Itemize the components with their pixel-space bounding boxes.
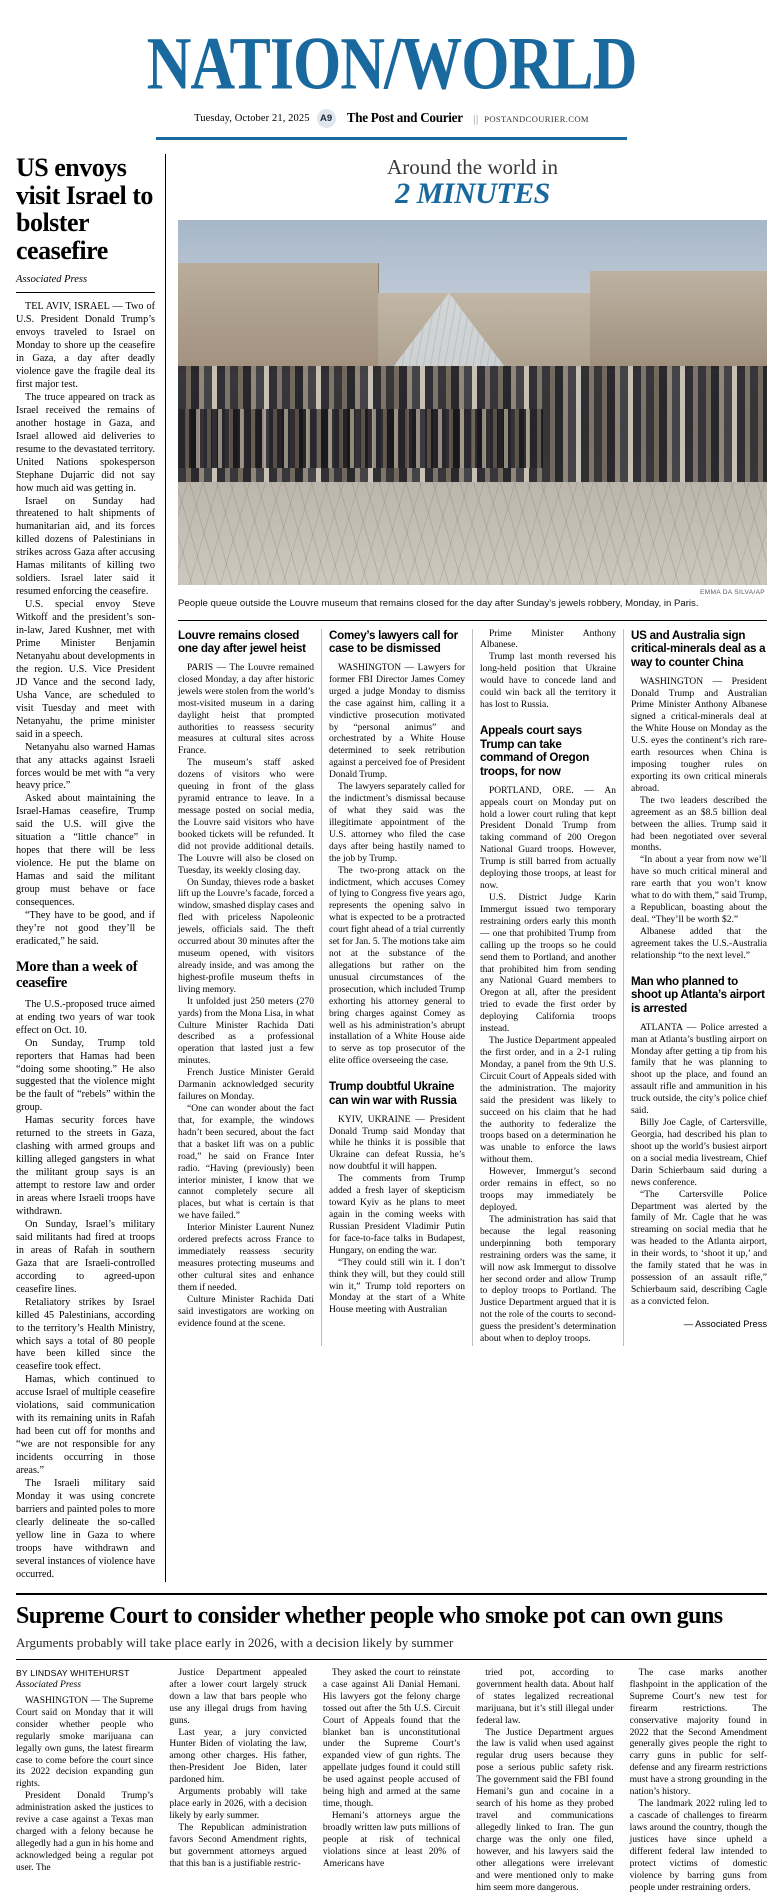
paragraph: “They could still win it. I don’t think they will, but they could still win it,” Trump told reporters on Monday at the start of a White House meeting with Australian: [329, 1257, 465, 1316]
louvre-photo-wrapper: [178, 220, 767, 596]
bottom-story-deck: Arguments probably will take place early in 2026, with a decision likely by summer: [16, 1635, 454, 1651]
paragraph: Hamas security forces have returned to the streets in Gaza, clashing with armed groups and killing alleged gangsters in what the militant group says is an attempt to restore law and order in areas where Israeli troops have withdrawn.: [16, 1115, 155, 1217]
paragraph: The Republican administration favors Second Amendment rights, but government attorneys argued that this ban is a justifiable restric-: [169, 1822, 307, 1869]
brief-headline-comey: Comey’s lawyers call for case to be dismissed: [329, 628, 458, 656]
brief-body-ukraine: [329, 1115, 465, 1318]
bottom-story-byline: BY LINDSAY WHITEHURST: [16, 1667, 130, 1678]
bottom-body-1: [16, 1696, 153, 1875]
brief-headline-ukraine: Trump doubtful Ukraine can win war with Russia: [329, 1080, 457, 1107]
paper-name: The Post and Courier: [346, 110, 463, 126]
brief-headline-louvre: Louvre remains closed one day after jewel heist: [178, 628, 306, 656]
paragraph: They asked the court to reinstate a case against Ali Danial Hemani. His lawyers got the felony charge tossed out after the 5th U.S. Circuit Court of Appeals found that the blanket ban is unconstitutional under the Supreme Court’s expanded view of gun rights. The appellate judges found it could still be used against people accused of being high and armed at the same time, though.: [322, 1667, 461, 1810]
paragraph: The administration has said that because the legal reasoning underpinning both temporary restraining orders was the same, it will now ask Immergut to dissolve her second order and allow Trump to deploy troops to Portland. The Justice Department argued that it is not the role of the courts to second-guess the president’s determination about when to deploy troops.: [480, 1214, 616, 1345]
masthead-rule: [156, 137, 627, 140]
masthead-subline: [16, 109, 767, 128]
lead-story-body-2: [16, 999, 155, 1582]
paragraph: However, Immergut’s second order remains in effect, so no troops may immediately be deployed.: [480, 1167, 616, 1213]
paragraph: The museum’s staff asked dozens of visitors who were queuing in front of the glass pyramid entrance to leave. In a message posted on social media, the Louvre said visitors who have booked tickets will be refunded. It did not provide additional details. The Louvre will also be closed on Tuesday, its weekly closing day.: [178, 758, 314, 876]
masthead: [16, 0, 767, 140]
page-number-badge: A9: [317, 109, 336, 128]
bottom-column-4: [468, 1668, 621, 1894]
photo-credit: EMMA DA SILVA/AP: [699, 588, 765, 596]
paragraph: Netanyahu also warned Hamas that any attacks against Israeli forces would be met with “a very heavy price.”: [16, 741, 155, 792]
paragraph: The lawyers separately called for the indictment’s dismissal because of what they said was the illegitimate appointment of the U.S. attorney who filed the case days after being hastily named to the job by Trump.: [329, 782, 465, 864]
masthead-separator: | |: [473, 112, 478, 125]
around-the-world-section: [166, 154, 767, 1582]
briefs-grid: [178, 620, 767, 1346]
publication-date: Tuesday, October 21, 2025: [194, 113, 310, 125]
paragraph: The two-prong attack on the indictment, which accuses Comey of lying to Congress five years ago, represents the opening salvo in what is expected to be a protracted court fight ahead of a trial currently set for Jan. 5. The motions take aim not at the substance of the allegations but rather on the unusual circumstances of the prosecution, which included Trump exhorting his attorney general to bring charges against Comey as well as his administration’s abrupt installation of a White House aide to serve as top prosecutor of the elite office overseeing the case.: [329, 865, 465, 1067]
bottom-column-3: [315, 1668, 468, 1894]
paragraph: Trump last month reversed his long-held position that Ukraine would have to concede land and could win back all the territory it has lost to Russia.: [480, 652, 616, 711]
lead-story-body: [16, 301, 155, 949]
paragraph: U.S. District Judge Karin Immergut issued two temporary restraining orders early this month — one that prohibited Trump from calling up the troops so he could send them to Portland, and another that prohibited him from sending any National Guard members to Oregon at all, after the president tried to evade the first order by deploying California troops instead.: [480, 893, 616, 1035]
bottom-column-5: [622, 1668, 767, 1894]
paragraph: Arguments probably will take place early in 2026, with a decision likely by early summer.: [169, 1787, 307, 1821]
paragraph: ATLANTA — Police arrested a man at Atlanta’s bustling airport on Monday after getting a tip from his family that he was planning to shoot up the place, and found an assault rifle and ammunition in his truck outside, the city’s police chief said.: [631, 1022, 767, 1117]
paragraph: KYIV, UKRAINE — President Donald Trump said Monday that while he thinks it is possible that Ukraine can defeat Russia, he’s now doubtful it will happen.: [329, 1114, 465, 1173]
atw-line-2: 2 MINUTES: [395, 177, 550, 211]
bottom-body-2: [169, 1668, 306, 1871]
paragraph: Asked about maintaining the Israel-Hamas ceasefire, Trump said the U.S. will give the situation a “little chance” in hopes that there will be less violence. He put the blame on Hamas and said the militant group must behave or face consequences.: [16, 793, 155, 909]
briefs-ap-credit: — Associated Press: [683, 1318, 767, 1329]
brief-headline-atlanta-airport: Man who planned to shoot up Atlanta’s airport is arrested: [631, 974, 765, 1016]
bottom-story-rule: [16, 1659, 767, 1660]
brief-column-1: [178, 629, 322, 1346]
bottom-body-5: [630, 1668, 767, 1894]
around-the-world-header: [178, 156, 767, 210]
brief-headline-minerals-deal: US and Australia sign critical-minerals deal as a way to counter China: [631, 628, 766, 669]
brief-column-2: [322, 629, 473, 1346]
paragraph: TEL AVIV, ISRAEL — Two of U.S. President Donald Trump’s envoys traveled to Israel on Monday to shore up the ceasefire in Gaza, a day after deadly violence gave the fragile deal its first major test.: [16, 301, 155, 390]
paragraph: “The Cartersville Police Department was alerted by the family of Mr. Cagle that he was streaming on social media that he was headed to the Atlanta airport, in their words, to ‘shoot it up,’ and the family stated that he was in possession of an assault rifle,” Schierbaum said, describing Cagle as a convicted felon.: [631, 1189, 767, 1307]
paragraph: The U.S.-proposed truce aimed at ending two years of war took effect on Oct. 10.: [16, 998, 155, 1036]
paragraph: The case marks another flashpoint in the application of the Supreme Court’s new test for firearm restrictions. The conservative majority found in 2022 that the Second Amendment generally gives people the right to carry guns in public for self-defense and any firearm restrictions must have a strong grounding in the nation’s history.: [629, 1667, 768, 1798]
bottom-section-rule: [16, 1593, 767, 1595]
bottom-column-2: [161, 1668, 314, 1894]
paragraph: “They have to be good, and if they’re not good they’ll be eradicated,” he said.: [16, 910, 155, 947]
brief-column-3: [473, 629, 624, 1346]
bottom-story-columns: [16, 1668, 767, 1894]
paragraph: WASHINGTON — Lawyers for former FBI Director James Comey urged a judge Monday to dismiss the case against him, calling it a vindictive prosecution motivated by “personal animus” and orchestrated by a White House determined to seek retribution against a perceived foe of President Donald Trump.: [329, 662, 465, 781]
paragraph: Billy Joe Cagle, of Cartersville, Georgia, had described his plan to shoot up the world’s busiest airport on a social media livestream, Chief Darin Schierbaum said during a news conference.: [631, 1118, 767, 1188]
masthead-title: NATION/WORLD: [146, 22, 637, 106]
paragraph: PARIS — The Louvre remained closed Monday, a day after historic jewels were stolen from the world’s most-visited museum in a daring daylight heist that prompted authorities to reassess security measures at cultural sites across France.: [178, 662, 314, 757]
lead-byline-rule: [16, 292, 155, 293]
paragraph: Israel on Sunday had threatened to halt shipments of humanitarian aid, and its forces killed dozens of Palestinians in strikes across Gaza after accusing Hamas militants of killing two soldiers. Israel later said it resumed enforcing the ceasefire.: [16, 495, 155, 598]
photo-crowd-foreground: [178, 409, 543, 467]
paragraph: On Sunday, Trump told reporters that Hamas had been “doing some shooting.” He also suggested that the violence might be the fault of “rebels” within the group.: [16, 1037, 155, 1114]
brief-headline-oregon-troops: Appeals court says Trump can take command of Oregon troops, for now: [480, 724, 590, 779]
paragraph: Interior Minister Laurent Nunez ordered prefects across France to immediately reassess security measures protecting museums and other cultural sites and enhance them if needed.: [178, 1223, 314, 1293]
brief-body-atlanta-airport: [631, 1023, 767, 1309]
paragraph: Hemani’s attorneys argue the broadly written law puts millions of people at risk of technical violations since at least 20% of Americans have: [322, 1810, 461, 1869]
brief-body-louvre: [178, 663, 314, 1331]
paragraph: Prime Minister Anthony Albanese.: [480, 628, 616, 651]
atw-line-1: Around the world in: [387, 155, 558, 180]
paragraph: The comments from Trump added a fresh layer of skepticism toward Kyiv as he plans to meet again in the coming weeks with Russian President Vladimir Putin for face-to-face talks in Budapest, Hungary, on ending the war.: [329, 1174, 465, 1256]
paragraph: French Justice Minister Gerald Darmanin acknowledged security failures on Monday.: [178, 1068, 314, 1103]
paragraph: The Israeli military said Monday it was using concrete barriers and painted poles to more clearly delineate the so-called yellow line in Gaza to where troops have withdrawn and several instances of violence have occurred.: [16, 1478, 155, 1580]
paragraph: Justice Department appealed after a lower court largely struck down a law that bars people who use any illegal drugs from having guns.: [169, 1667, 307, 1726]
website-url: POSTANDCOURIER.COM: [484, 113, 589, 124]
paragraph: On Sunday, Israel’s military said militants had fired at troops in areas of Rafah in southern Gaza that are Israeli-controlled according to agreed-upon ceasefire lines.: [16, 1218, 155, 1295]
bottom-body-3: [323, 1668, 460, 1871]
bottom-column-1: [16, 1668, 161, 1894]
paragraph: Hamas, which continued to accuse Israel of multiple ceasefire violations, said communication with its remaining units in Rafah had been cut off for months and “we are not responsible for any incidents occurring in those areas.”: [16, 1374, 155, 1477]
brief-body-minerals-deal: [631, 677, 767, 963]
paragraph: “In about a year from now we’ll have so much critical mineral and rare earth that you won’t know what to do with them,” said Trump, a Republican, boasting about the deal. “They’ll be worth $2.”: [631, 855, 767, 926]
brief-body-oregon-troops: [480, 786, 616, 1346]
photo-building-right: [590, 271, 767, 370]
photo-caption: People queue outside the Louvre museum that remains closed for the day after Sunday’s jewels robbery, Monday, in Paris.: [178, 597, 699, 609]
paragraph: The Justice Department argues the law is valid when used against regular drug users because they pose a serious public safety risk. The government said the FBI found Hemani’s gun and cocaine in a search of his home as they probed travel and communications allegedly linked to Iran. The gun charge was the only one filed, however, and his lawyers said the other allegations were irrelevant and were mentioned only to make him seem more dangerous.: [476, 1727, 614, 1893]
bottom-story-headline: Supreme Court to consider whether people who smoke pot can own guns: [16, 1602, 723, 1629]
paragraph: “One can wonder about the fact that, for example, the windows hadn’t been secured, about the fact that a basket lift was on a public road,” he said on France Inter radio. “Having (previously) been interior minister, I know that we cannot completely secure all places, but what is certain is that we have failed.”: [178, 1104, 314, 1222]
paragraph: Last year, a jury convicted Hunter Biden of violating the law, among other charges. His father, then-President Joe Biden, later pardoned him.: [169, 1727, 307, 1786]
paragraph: WASHINGTON — President Donald Trump and Australian Prime Minister Anthony Albanese signed a critical-minerals deal at the White House on Monday as the U.S. eyes the continent’s rich rare-earth resources when China is imposing tougher rules on exporting its own critical minerals abroad.: [631, 676, 767, 794]
lead-story-column: [16, 154, 166, 1582]
lead-story-headline: US envoys visit Israel to bolster ceasefire: [16, 153, 153, 265]
paragraph: The landmark 2022 ruling led to a cascade of challenges to firearm laws around the country, though the justices have since upheld a different federal law intended to protect victims of domestic violence by barring guns from people under restraining orders.: [629, 1799, 768, 1893]
paragraph: The truce appeared on track as Israel received the remains of another hostage in Gaza, and Israel allowed aid deliveries to resume to the devastated territory. United Nations spokesperson Stephane Dujarric did not say how much aid was getting in.: [16, 391, 155, 494]
louvre-photo: [178, 220, 767, 585]
brief-body-ukraine-continued: [480, 629, 616, 712]
lead-story-byline: Associated Press: [16, 274, 88, 286]
paragraph: tried pot, according to government health data. About half of states legalized recreational marijuana, but it’s still illegal under federal law.: [476, 1667, 614, 1726]
bottom-story-byline-org: Associated Press: [16, 1678, 81, 1690]
paragraph: WASHINGTON — The Supreme Court said on Monday that it will consider whether people who regularly smoke marijuana can legally own guns, the latest firearm case to come before the court since its 2022 decision expanding gun rights.: [16, 1695, 154, 1790]
paragraph: On Sunday, thieves rode a basket lift up the Louvre’s facade, forced a window, smashed display cases and fled with priceless Napoleonic jewels, officials said. The theft occurred about 30 minutes after the museum opened, with visitors already inside, and was among the highest-profile museum thefts in living memory.: [178, 877, 314, 995]
photo-building-left: [178, 263, 379, 373]
paragraph: It unfolded just 250 meters (270 yards) from the Mona Lisa, in what Culture Minister Rachida Dati described as a professional operation that lasted just a few minutes.: [178, 996, 314, 1067]
bottom-body-4: [476, 1668, 613, 1894]
bottom-story: [16, 1604, 767, 1894]
paragraph: The two leaders described the agreement as an $8.5 billion deal between the allies. Trump said it had been negotiated over several months.: [631, 795, 767, 854]
paragraph: President Donald Trump’s administration asked the justices to revive a case against a Texas man charged with a felony because he allegedly had a gun in his home and acknowledged being a regular pot user. The: [16, 1791, 154, 1873]
paragraph: Retaliatory strikes by Israel killed 45 Palestinians, according to the territory’s Health Ministry, which says a total of 80 people have been killed since the ceasefire took effect.: [16, 1296, 155, 1373]
paragraph: Culture Minister Rachida Dati said investigators are working on evidence found at the scene.: [178, 1294, 314, 1329]
paragraph: The Justice Department appealed the first order, and in a 2-1 ruling Monday, a panel from the 9th U.S. Circuit Court of Appeals sided with the administration. The majority said the president was likely to succeed on his claim that he had the authority to federalize the troops based on a determination he was unable to enforce the laws without them.: [480, 1036, 616, 1166]
lead-story-subhead: More than a week of ceasefire: [16, 958, 138, 991]
main-content-grid: [16, 154, 767, 1582]
paragraph: Albanese added that the agreement takes the U.S.-Australia relationship “to the next level.”: [631, 926, 767, 961]
paragraph: U.S. special envoy Steve Witkoff and the president’s son-in-law, Jared Kushner, met with Prime Minister Benjamin Netanyahu about developments in the region. U.S. Vice President JD Vance and the second lady, Usha Vance, are scheduled to visit Tuesday and meet with Netanyahu, the prime minister said in a speech.: [16, 599, 155, 740]
brief-body-comey: [329, 663, 465, 1068]
paragraph: PORTLAND, ORE. — An appeals court on Monday put on hold a lower court ruling that kept President Donald Trump from taking command of 200 Oregon National Guard troops. However, Trump is still barred from actually deploying those troops, at least for now.: [480, 785, 616, 892]
brief-column-4: [624, 629, 767, 1346]
